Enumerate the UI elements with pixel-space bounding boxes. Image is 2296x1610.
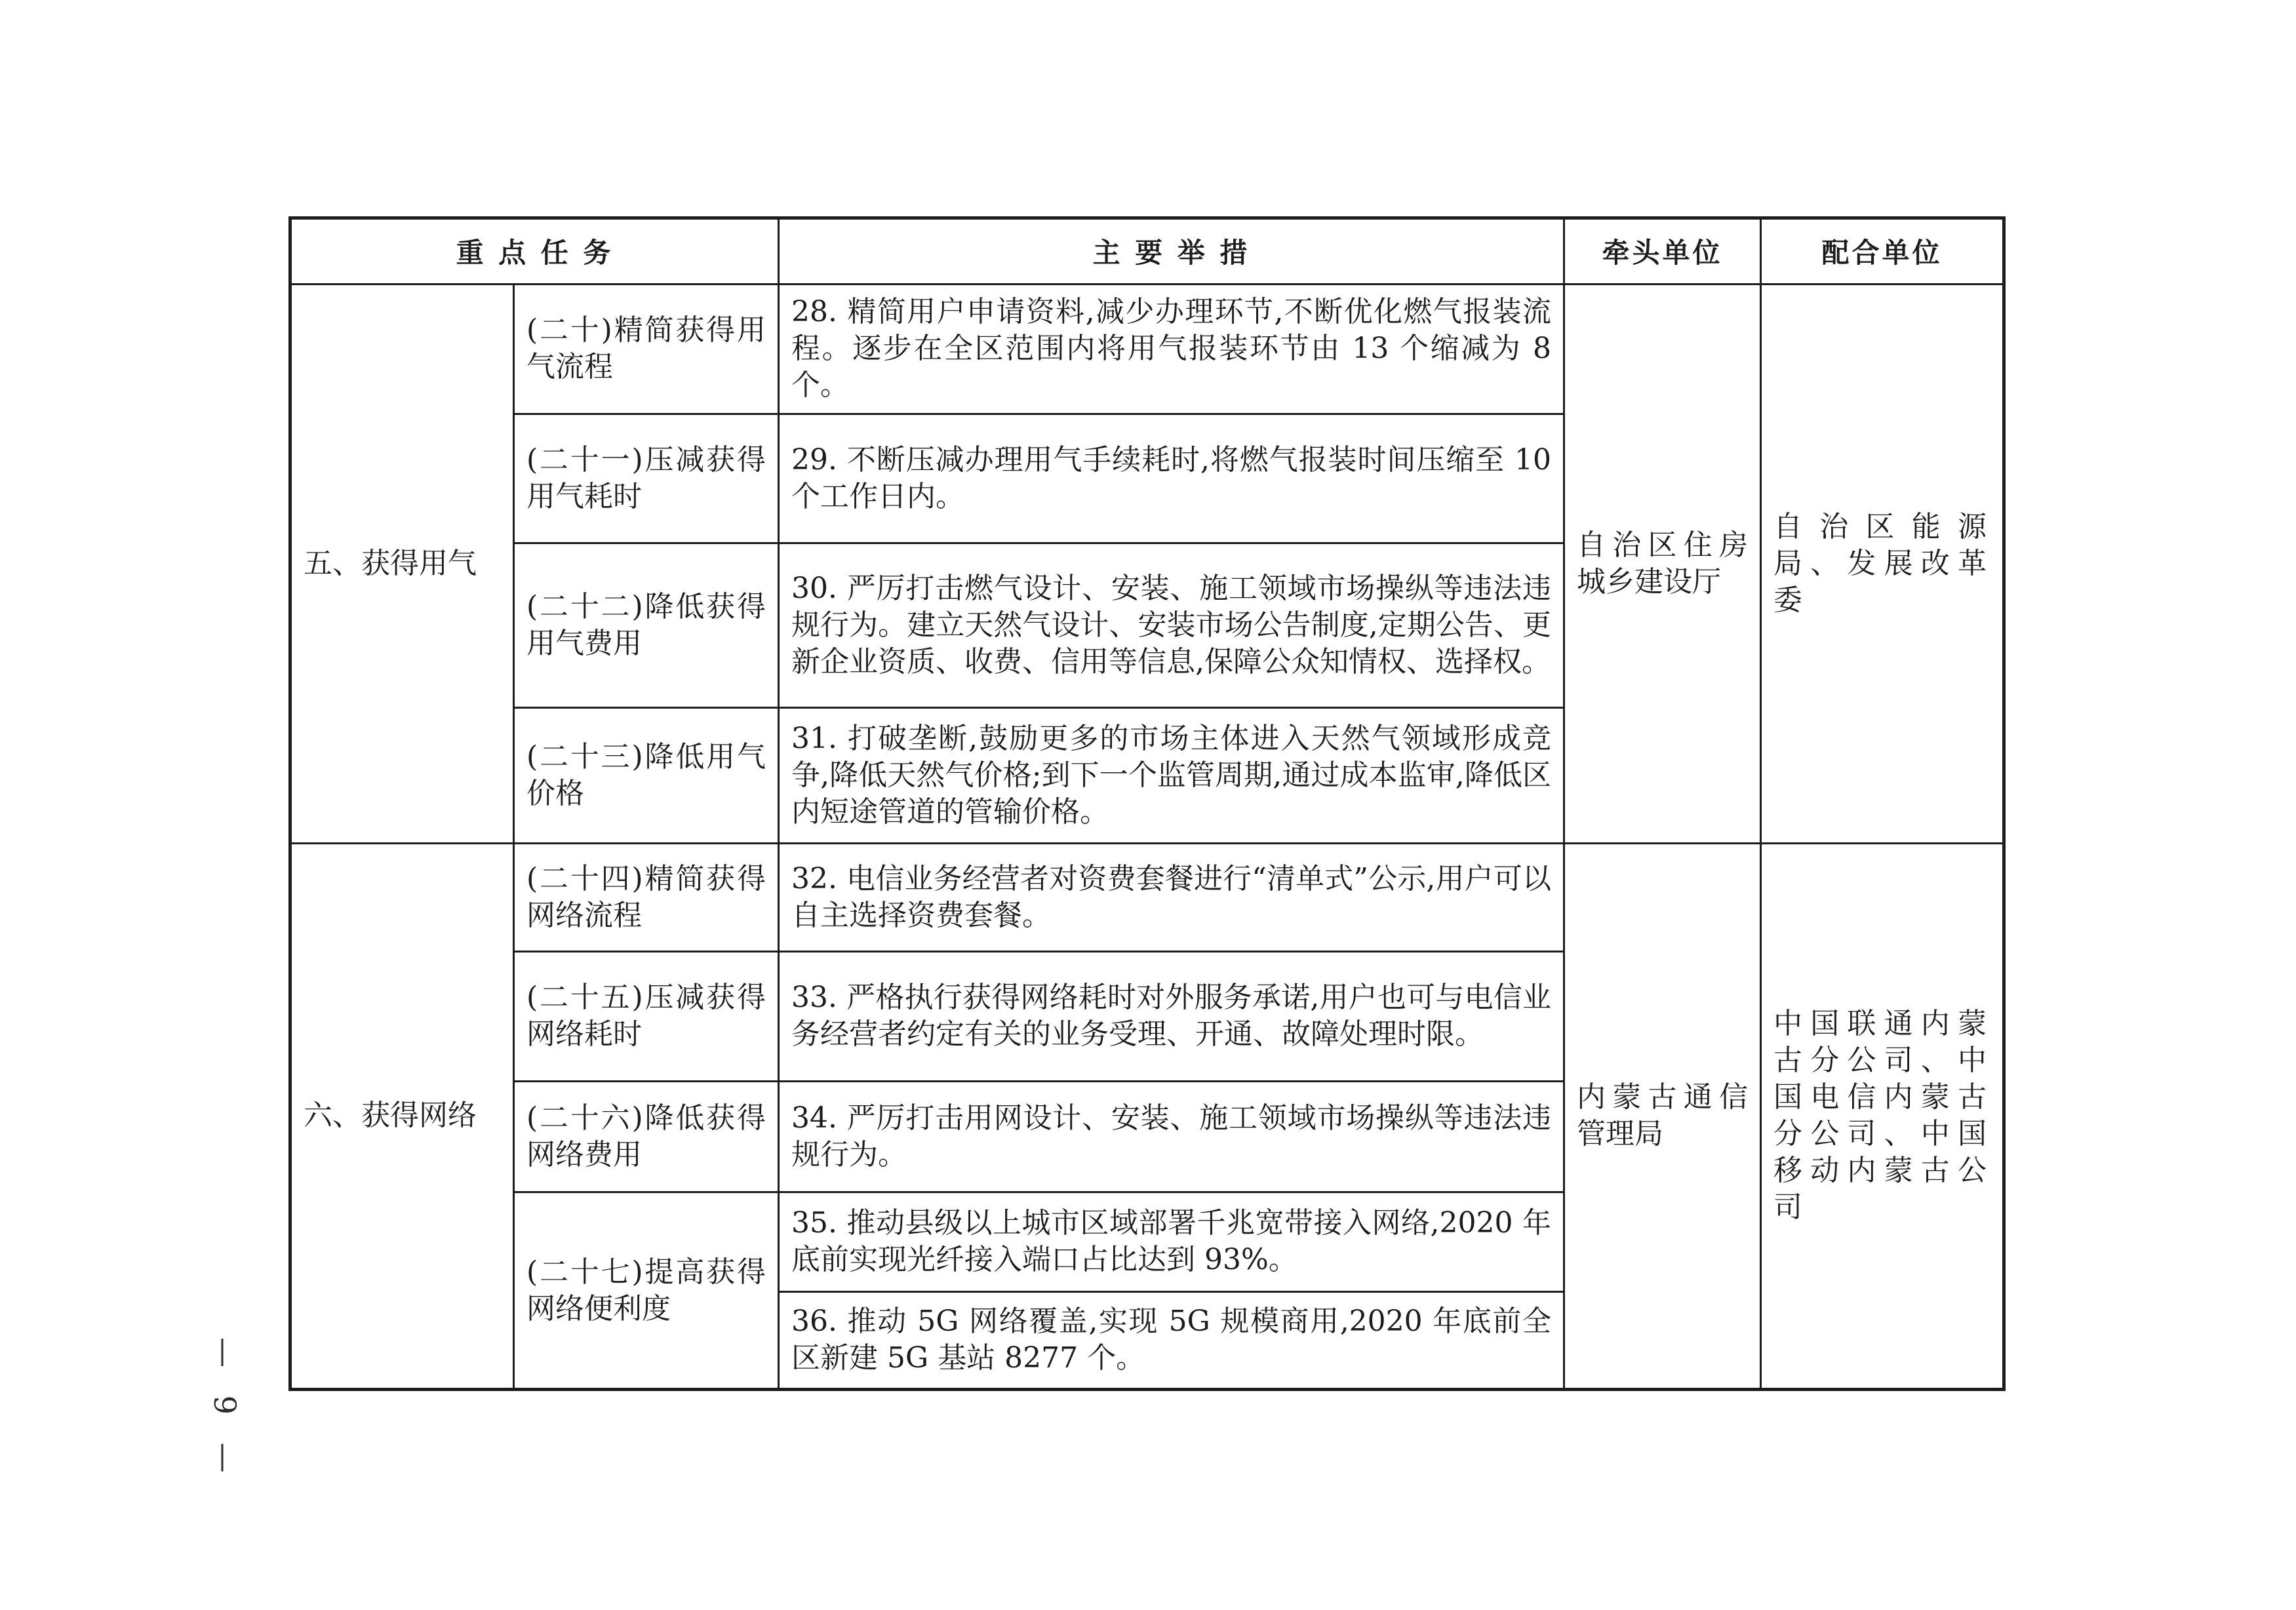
header-main-measures: 主 要 举 措 (779, 218, 1564, 285)
task-cell: (二十四)精简获得网络流程 (514, 843, 779, 951)
task-cell: (二十)精简获得用气流程 (514, 284, 779, 414)
task-cell: (二十七)提高获得网络便利度 (514, 1192, 779, 1390)
page-number: — 9 — (207, 1337, 243, 1482)
category-cell: 六、获得网络 (290, 843, 514, 1390)
coop-unit-cell: 自治区能源局、发展改革委 (1761, 284, 2004, 843)
measure-cell: 33. 严格执行获得网络耗时对外服务承诺,用户也可与电信业务经营者约定有关的业务受理、开通、故障处理时限。 (779, 951, 1564, 1081)
measure-cell: 29. 不断压减办理用气手续耗时,将燃气报装时间压缩至 10 个工作日内。 (779, 414, 1564, 543)
header-key-tasks: 重 点 任 务 (290, 218, 779, 285)
coop-unit-cell: 中国联通内蒙古分公司、中国电信内蒙古分公司、中国移动内蒙古公司 (1761, 843, 2004, 1390)
task-cell: (二十二)降低获得用气费用 (514, 543, 779, 707)
measure-cell: 30. 严厉打击燃气设计、安装、施工领域市场操纵等违法违规行为。建立天然气设计、安装市场公告制度,定期公告、更新企业资质、收费、信用等信息,保障公众知情权、选择权。 (779, 543, 1564, 707)
task-cell: (二十五)压减获得网络耗时 (514, 951, 779, 1081)
category-cell: 五、获得用气 (290, 284, 514, 843)
task-cell: (二十三)降低用气价格 (514, 707, 779, 843)
table-row (290, 843, 2004, 951)
lead-unit-cell: 自治区住房城乡建设厅 (1564, 284, 1761, 843)
header-coop-unit: 配合单位 (1761, 218, 2004, 285)
task-cell: (二十一)压减获得用气耗时 (514, 414, 779, 543)
measure-cell: 31. 打破垄断,鼓励更多的市场主体进入天然气领域形成竞争,降低天然气价格;到下一个监管周期,通过成本监审,降低区内短途管道的管输价格。 (779, 707, 1564, 843)
task-cell: (二十六)降低获得网络费用 (514, 1081, 779, 1192)
header-lead-unit: 牵头单位 (1564, 218, 1761, 285)
measure-cell: 28. 精简用户申请资料,减少办理环节,不断优化燃气报装流程。逐步在全区范围内将用气报装环节由 13 个缩减为 8 个。 (779, 284, 1564, 414)
task-table (288, 216, 2006, 1391)
header-row (290, 218, 2004, 285)
table-row (290, 284, 2004, 414)
measure-cell: 36. 推动 5G 网络覆盖,实现 5G 规模商用,2020 年底前全区新建 5G 基站 8277 个。 (779, 1291, 1564, 1389)
measure-cell: 32. 电信业务经营者对资费套餐进行“清单式”公示,用户可以自主选择资费套餐。 (779, 843, 1564, 951)
lead-unit-cell: 内蒙古通信管理局 (1564, 843, 1761, 1390)
measure-cell: 34. 严厉打击用网设计、安装、施工领域市场操纵等违法违规行为。 (779, 1081, 1564, 1192)
measure-cell: 35. 推动县级以上城市区域部署千兆宽带接入网络,2020 年底前实现光纤接入端口占比达到 93%。 (779, 1192, 1564, 1291)
